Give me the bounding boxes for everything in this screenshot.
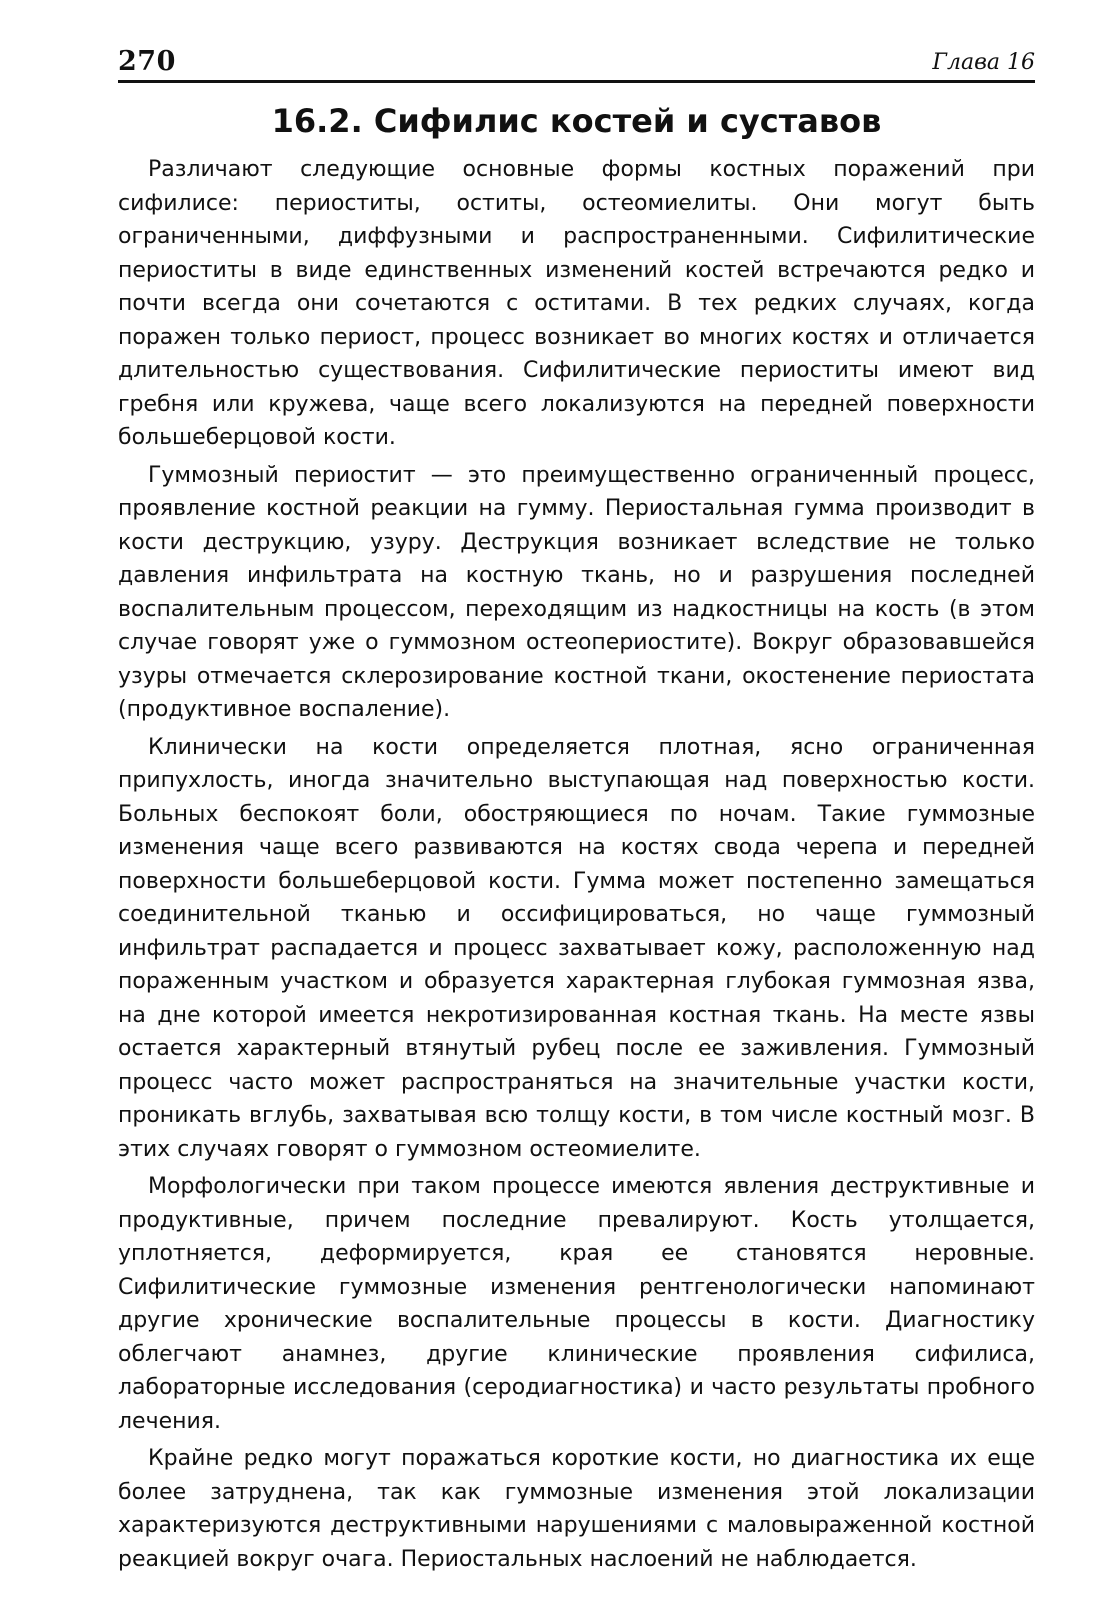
paragraph: Гуммозный периостит — это преимущественно ограниченный процесс, проявление костной реакции на гумму. Периостальная гумма производит в кости деструкцию, узуру. Деструкция возникает вследствие не только давления инфильтрата на костную ткань, но и разрушения последней воспалительным процессом, переходящим из надкостницы на кость (в этом случае говорят уже о гуммозном остеопериостите). Вокруг образовавшейся узуры отмечается склерозирование костной ткани, окостенение периостата (продуктивное воспаление). [118,462,1035,722]
running-header [118,40,1035,83]
section-title: 16.2. Сифилис костей и суставов [271,102,882,140]
paragraph: Морфологически при таком процессе имеются явления деструктивные и продуктивные, причем последние превалируют. Кость утолщается, уплотняется, деформируется, края ее становятся неровные. Сифилитические гуммозные изменения рентгенологически напоминают другие хронические воспалительные процессы в кости. Диагностику облегчают анамнез, другие клинические проявления сифилиса, лабораторные исследования (серодиагностика) и часто результаты пробного лечения. [118,1174,1035,1434]
page-number: 270 [118,46,176,77]
paragraph: Крайне редко могут поражаться короткие кости, но диагностика их еще более затруднена, так как гуммозные изменения этой локализации характеризуются деструктивными нарушениями с маловыраженной костной реакцией вокруг очага. Периостальных наслоений не наблюдается. [118,1446,1035,1572]
paragraph: Клинически на кости определяется плотная, ясно ограниченная припухлость, иногда значительно выступающая над поверхностью кости. Больных беспокоят боли, обостряющиеся по ночам. Такие гуммозные изменения чаще всего развиваются на костях свода черепа и передней поверхности большеберцовой кости. Гумма может постепенно замещаться соединительной тканью и оссифицироваться, но чаще гуммозный инфильтрат распадается и процесс захватывает кожу, расположенную над пораженным участком и образуется характерная глубокая гуммозная язва, на дне которой имеется некротизированная костная ткань. На месте язвы остается характерный втянутый рубец после ее заживления. Гуммозный процесс часто может распространяться на значительные участки кости, проникать вглубь, захватывая всю толщу кости, в том числе костный мозг. В этих случаях говорят о гуммозном остеомиелите. [118,734,1035,1162]
paragraph: Различают следующие основные формы костных поражений при сифилисе: периоститы, оститы, остеомиелиты. Они могут быть ограниченными, диффузными и распространенными. Сифилитические периоститы в виде единственных изменений костей встречаются редко и почти всегда они сочетаются с оститами. В тех редких случаях, когда поражен только периост, процесс возникает во многих костях и отличается длительностью существования. Сифилитические периоститы имеют вид гребня или кружева, чаще всего локализуются на передней поверхности большеберцовой кости. [118,157,1035,450]
body-text [118,153,1035,1576]
chapter-label: Глава 16 [932,50,1035,75]
book-page [118,40,1035,1580]
